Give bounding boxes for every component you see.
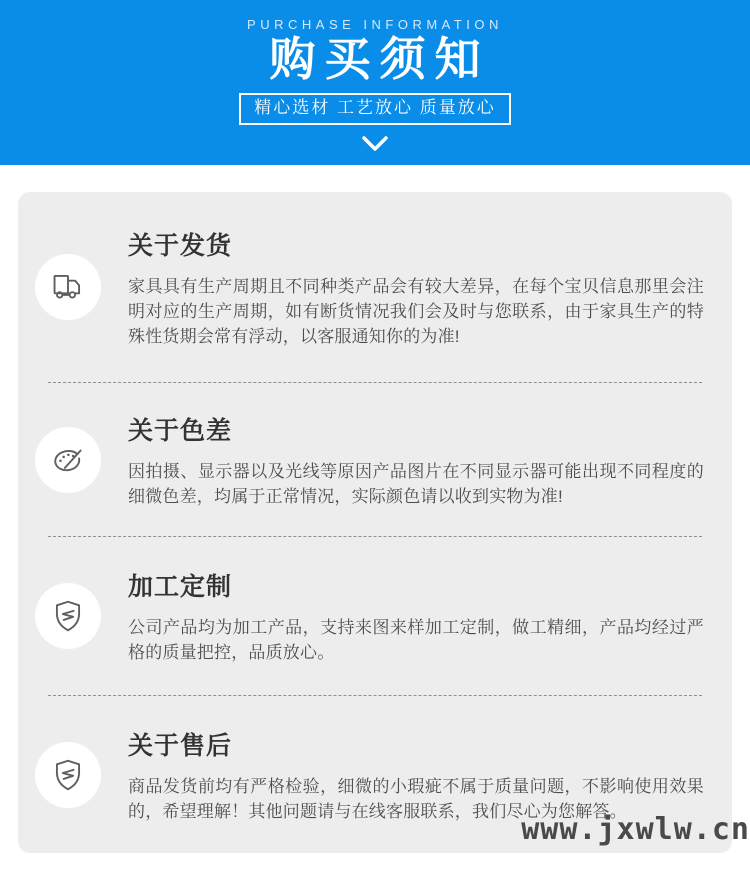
section-color-difference <box>18 383 732 536</box>
section-shipping <box>18 192 732 382</box>
shield-icon <box>35 583 101 649</box>
shield-icon <box>35 742 101 808</box>
section-title: 关于售后 <box>128 732 233 760</box>
chevron-down-icon <box>362 135 388 153</box>
site-watermark: www.jxwlw.cn <box>521 812 750 847</box>
section-title: 关于发货 <box>128 231 233 260</box>
section-body: 公司产品均为加工产品，支持来图来样加工定制，做工精细，产品均经过严格的质量把控，品质放心。 <box>128 618 704 662</box>
banner-eyebrow: PURCHASE INFORMATION <box>247 17 503 32</box>
section-body: 商品发货前均有严格检验，细微的小瑕疵不属于质量问题，不影响使用效果的，希望理解！其他问题请与在线客服联系，我们尽心为您解答。 <box>128 777 704 821</box>
page-title: 购买须知 <box>269 33 490 85</box>
section-customization <box>18 537 732 695</box>
section-title: 加工定制 <box>128 573 233 601</box>
section-body: 因拍摄、显示器以及光线等原因产品图片在不同显示器可能出现不同程度的细微色差，均属于正常情况，实际颜色请以收到实物为准! <box>128 461 704 506</box>
info-card <box>18 192 732 853</box>
section-body: 家具具有生产周期且不同种类产品会有较大差异，在每个宝贝信息那里会注明对应的生产周期，如有断货情况我们会及时与您联系，由于家具生产的特殊性货期会常有浮动，以客服通知你的为准! <box>128 276 704 346</box>
banner-tagline: 精心选材 工艺放心 质量放心 <box>239 93 510 125</box>
truck-icon <box>35 254 101 320</box>
purchase-info-banner <box>0 0 750 165</box>
section-title: 关于色差 <box>128 416 233 445</box>
palette-icon <box>35 427 101 493</box>
